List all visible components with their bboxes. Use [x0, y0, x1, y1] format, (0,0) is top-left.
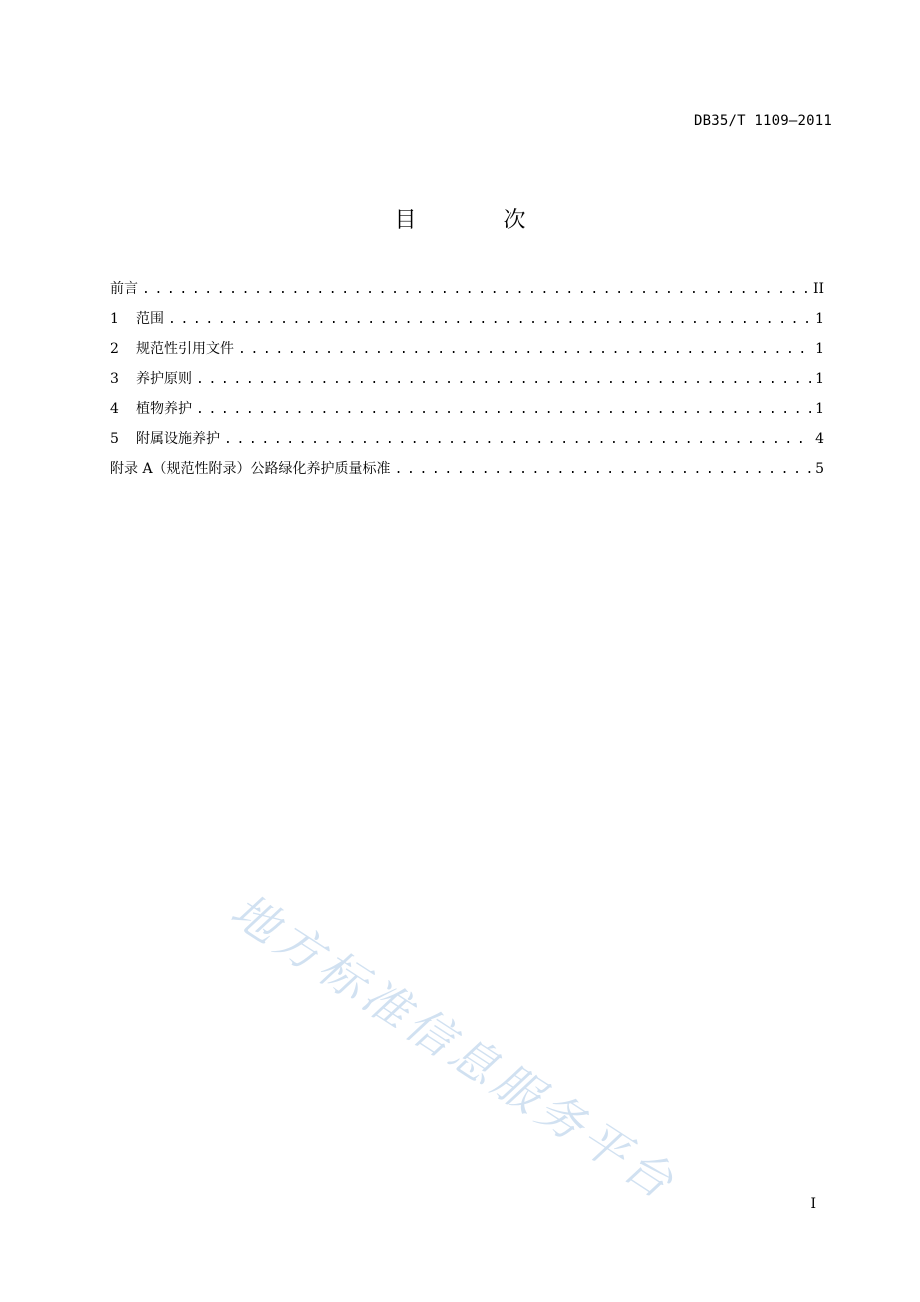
toc-dot-leader: [196, 400, 811, 420]
toc-entry-scope[interactable]: [110, 309, 824, 339]
toc-entry-number: 3: [110, 371, 119, 387]
toc-entry-label: 前言: [110, 281, 138, 297]
toc-entry-label: 3 养护原则: [110, 371, 192, 387]
toc-dot-leader: [224, 430, 811, 450]
toc-entry-number: 4: [110, 401, 119, 417]
toc-entry-number: 5: [110, 431, 119, 447]
toc-entry-page: 5: [815, 461, 824, 477]
toc-entry-page: II: [812, 281, 824, 297]
toc-entry-normative-references[interactable]: [110, 339, 824, 369]
toc-entry-label: 2 规范性引用文件: [110, 341, 234, 357]
toc-entry-appendix-a[interactable]: [110, 459, 824, 489]
toc-entry-label: 1 范围: [110, 311, 164, 327]
toc-dot-leader: [168, 310, 811, 330]
toc-entry-label: 5 附属设施养护: [110, 431, 220, 447]
document-code: DB35/T 1109—2011: [693, 113, 832, 129]
toc-dot-leader: [196, 370, 811, 390]
table-of-contents: [110, 279, 824, 489]
toc-entry-page: 1: [815, 341, 824, 357]
toc-entry-label: 4 植物养护: [110, 401, 192, 417]
page-number: I: [810, 1196, 816, 1212]
toc-dot-leader: [142, 280, 809, 300]
toc-entry-page: 1: [815, 371, 824, 387]
toc-entry-foreword[interactable]: [110, 279, 824, 309]
toc-dot-leader: [238, 340, 811, 360]
toc-entry-label: 附录 A（规范性附录）公路绿化养护质量标准: [110, 461, 391, 477]
toc-entry-number: 2: [110, 341, 119, 357]
toc-entry-page: 4: [815, 431, 824, 447]
toc-dot-leader: [395, 460, 812, 480]
toc-entry-number: 1: [110, 311, 119, 327]
toc-entry-plant-maintenance[interactable]: [110, 399, 824, 429]
toc-entry-page: 1: [815, 311, 824, 327]
toc-entry-page: 1: [815, 401, 824, 417]
toc-entry-maintenance-principles[interactable]: [110, 369, 824, 399]
watermark-text: 地方标准信息服务平台: [221, 882, 688, 1212]
toc-entry-facility-maintenance[interactable]: [110, 429, 824, 459]
toc-title: 目 次: [394, 208, 566, 233]
